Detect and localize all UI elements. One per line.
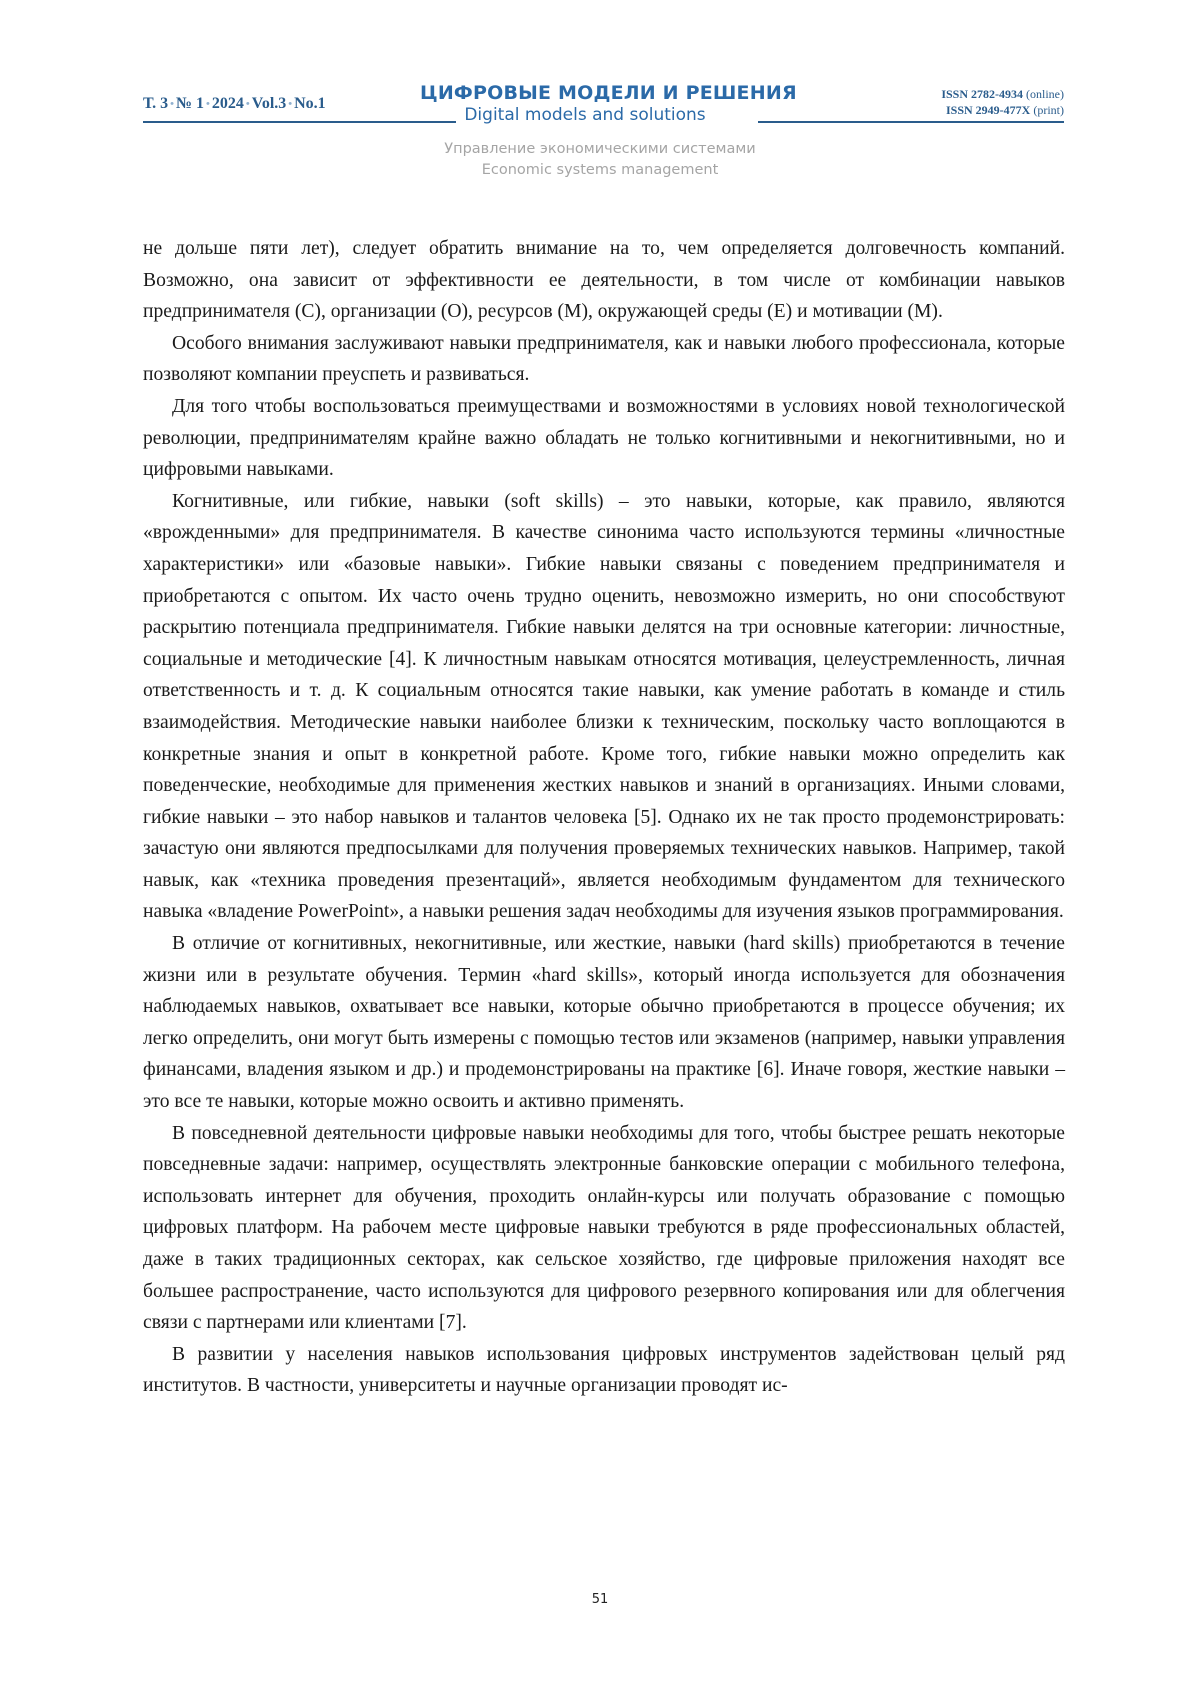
page-number: 51 — [0, 1592, 1200, 1607]
issn-print-label: (print) — [1033, 103, 1064, 117]
year: 2024 — [212, 95, 244, 112]
separator-dot: • — [204, 98, 212, 110]
paragraph: Для того чтобы воспользоваться преимуществами и возможностями в условиях новой технологической революции, предпринимателям крайне важно обладать не только когни­тивными и некогнитивными, но и цифровыми навыками. — [143, 391, 1065, 486]
issue-en: No.1 — [294, 95, 326, 112]
journal-title-ru: ЦИФРОВЫЕ МОДЕЛИ И РЕШЕНИЯ — [420, 82, 790, 104]
separator-dot: • — [286, 98, 294, 110]
issn-print — [941, 102, 1064, 118]
document-page — [0, 0, 1200, 1697]
article-body — [143, 233, 1065, 1402]
paragraph: В отличие от когнитивных, некогнитивные, или жесткие, навыки (hard skills) приоб­ретаются в течение жизни или в результате обучения. Термин «hard skills», который ино­гда используется для обозначения наблюдаемых навыков, охватывает все навыки, кото­рые обычно приобретаются в процессе обучения; их легко определить, они могут быть измерены с помощью тестов или экзаменов (например, навыки управления финансами, владения языком и др.) и продемонстрированы на практике [6]. Иначе говоря, жесткие навыки – это все те навыки, которые можно освоить и активно применять. — [143, 928, 1065, 1118]
volume-en: Vol.3 — [252, 95, 287, 112]
paragraph: Когнитивные, или гибкие, навыки (soft skills) – это навыки, которые, как правило, яв­ляются «врожденными» для предпринимателя. В качестве синонима часто используются термины «личностные характеристики» или «базовые навыки». Гибкие навыки связа­ны с поведением предпринимателя и приобретаются с опытом. Их часто очень трудно оценить, невозможно измерить, но они способствуют раскрытию потенциала предпри­нимателя. Гибкие навыки делятся на три основные категории: личностные, социальные и методические [4]. К личностным навыкам относятся мотивация, целеустремленность, личная ответственность и т. д. К социальным относятся такие навыки, как умение рабо­тать в команде и стиль взаимодействия. Методические навыки наиболее близки к техни­ческим, поскольку часто воплощаются в конкретные знания и опыт в конкретной работе. Кроме того, гибкие навыки можно определить как поведенческие, необходимые для при­менения жестких навыков и знаний в организациях. Иными словами, гибкие навыки – это набор навыков и талантов человека [5]. Однако их не так просто продемонстрировать: за­частую они являются предпосылками для получения проверяемых технических навыков. Например, такой навык, как «техника проведения презентаций», является необходимым фундаментом для технического навыка «владение PowerPoint», а навыки решения задач необходимы для изучения языков программирования. — [143, 486, 1065, 928]
header-rule-left — [143, 121, 456, 123]
issn-print-number: ISSN 2949-477X — [946, 103, 1030, 117]
paragraph: не дольше пяти лет), следует обратить внимание на то, чем определяется долговечность компаний. Возможно, она зависит от эффективности ее деятельности, в том числе от комбинации навыков предпринимателя (C), организации (O), ресурсов (M), окружаю­щей среды (E) и мотивации (M). — [143, 233, 1065, 328]
volume-ru: Т. 3 — [143, 95, 168, 112]
separator-dot: • — [244, 98, 252, 110]
section-title-ru: Управление экономическими системами — [0, 139, 1200, 159]
paragraph: В развитии у населения навыков использования цифровых инструментов задействован целый ряд институтов. В частности, университеты и научные организации проводят ис- — [143, 1339, 1065, 1402]
issn-block — [941, 86, 1064, 118]
issn-online — [941, 86, 1064, 102]
separator-dot: • — [168, 98, 176, 110]
issn-online-label: (online) — [1026, 87, 1064, 101]
paragraph: Особого внимания заслуживают навыки предпринимателя, как и навыки любого про­фессионала, которые позволяют компании преуспеть и развиваться. — [143, 328, 1065, 391]
issue-ru: № 1 — [176, 95, 204, 112]
paragraph: В повседневной деятельности цифровые навыки необходимы для того, чтобы быстрее решать некоторые повседневные задачи: например, осуществлять электронные банков­ские операции с мобильного телефона, использовать интернет для обучения, проходить онлайн-курсы или получать образование с помощью цифровых платформ. На рабочем месте цифровые навыки требуются в ряде профессиональных областей, даже в таких традиционных секторах, как сельское хозяйство, где цифровые приложения находят все большее распространение, часто используются для цифрового резервного копирования или для облегчения связи с партнерами или клиентами [7]. — [143, 1118, 1065, 1339]
header-rule-right — [758, 121, 1064, 123]
issn-online-number: ISSN 2782-4934 — [941, 87, 1023, 101]
issue-info — [143, 95, 326, 113]
section-title-en: Economic systems management — [0, 160, 1200, 180]
journal-title-en: Digital models and solutions — [420, 105, 750, 125]
